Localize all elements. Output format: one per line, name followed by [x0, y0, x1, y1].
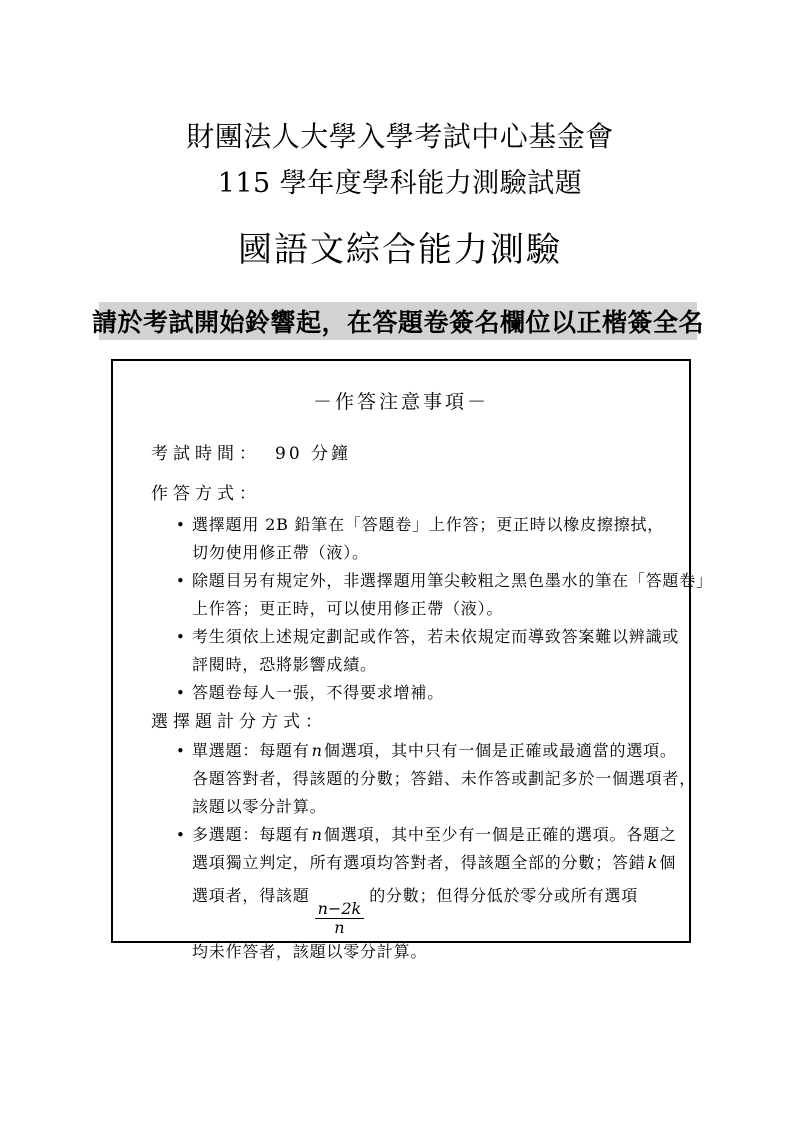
bullet-icon: • — [176, 628, 185, 646]
text-segment: 多選題：每題有 — [192, 825, 310, 844]
math-variable-n: n — [311, 741, 322, 760]
notice-box — [111, 359, 713, 961]
list-item-line — [192, 737, 681, 765]
text-segment: 個選項，其中至少有一個是正確的選項。各題之 — [323, 825, 677, 844]
list-item-line: 除題目另有規定外，非選擇題用筆尖較粗之黑色墨水的筆在「答題卷」 — [192, 571, 713, 590]
bullet-icon: • — [176, 684, 185, 702]
bullet-icon: • — [176, 516, 185, 534]
text-segment: 個 — [659, 853, 677, 872]
list-item-line: 該題以零分計算。 — [192, 797, 327, 816]
fraction-denominator: n — [334, 918, 345, 938]
organization-title: 財團法人大學入學考試中心基金會 — [186, 120, 614, 153]
list-item-line: 選擇題用 2B 鉛筆在「答題卷」上作答；更正時以橡皮擦擦拭， — [192, 515, 665, 534]
scoring-method-heading: 選擇題計分方式： — [151, 712, 327, 732]
list-item — [176, 567, 713, 623]
text-segment: 選項獨立判定，所有選項均答對者，得該題全部的分數；答錯 — [192, 853, 646, 872]
title-block — [0, 120, 800, 270]
list-item — [177, 679, 681, 707]
answer-method-list — [151, 511, 713, 707]
list-item-line: 考生須依上述規定劃記或作答，若未依規定而導致答案難以辨識或 — [192, 627, 680, 646]
signature-instruction-banner: 請於考試開始鈴響起，在答題卷簽名欄位以正楷簽全名 — [99, 302, 697, 340]
list-item — [177, 623, 681, 679]
list-item-line — [192, 849, 681, 877]
exam-time-line — [151, 441, 681, 467]
math-variable-n: n — [311, 825, 322, 844]
scoring-method-list — [151, 737, 697, 966]
list-item — [177, 511, 681, 567]
bullet-icon: • — [176, 826, 185, 844]
list-item-line-fraction — [192, 877, 681, 938]
list-item-single-choice — [176, 737, 697, 821]
text-segment: 的分數；但得分低於零分或所有選項 — [369, 886, 639, 905]
list-item-line: 各題答對者，得該題的分數；答錯、未作答或劃記多於一個選項者， — [192, 769, 697, 788]
list-item-line: 上作答；更正時，可以使用修正帶（液）。 — [192, 599, 504, 618]
list-item-line: 均未作答者，該題以零分計算。 — [192, 941, 428, 961]
list-item-line: 切勿使用修正帶（液）。 — [192, 543, 369, 562]
math-variable-k: k — [647, 853, 658, 872]
bullet-icon: • — [176, 742, 185, 760]
bullet-icon: • — [176, 572, 185, 590]
text-segment: 選項者，得該題 — [192, 886, 310, 905]
fraction-numerator: n−2k — [315, 900, 365, 919]
text-segment: 個選項，其中只有一個是正確或最適當的選項。 — [323, 741, 677, 760]
exam-time-value: 90 分鐘 — [275, 444, 352, 464]
fraction — [315, 900, 365, 938]
subject-title: 國語文綜合能力測驗 — [238, 230, 562, 270]
answer-method-heading: 作答方式： — [151, 484, 261, 504]
exam-year-title: 115 學年度學科能力測驗試題 — [217, 168, 583, 199]
list-item-line: 答題卷每人一張，不得要求增補。 — [192, 683, 445, 702]
exam-time-label: 考試時間： — [151, 444, 261, 464]
text-segment: 單選題：每題有 — [192, 741, 310, 760]
notice-box-title: －作答注意事項－ — [312, 391, 489, 413]
list-item-line — [192, 821, 681, 849]
list-item-multiple-choice — [177, 821, 681, 966]
list-item-line: 評閱時，恐將影響成績。 — [192, 655, 377, 674]
